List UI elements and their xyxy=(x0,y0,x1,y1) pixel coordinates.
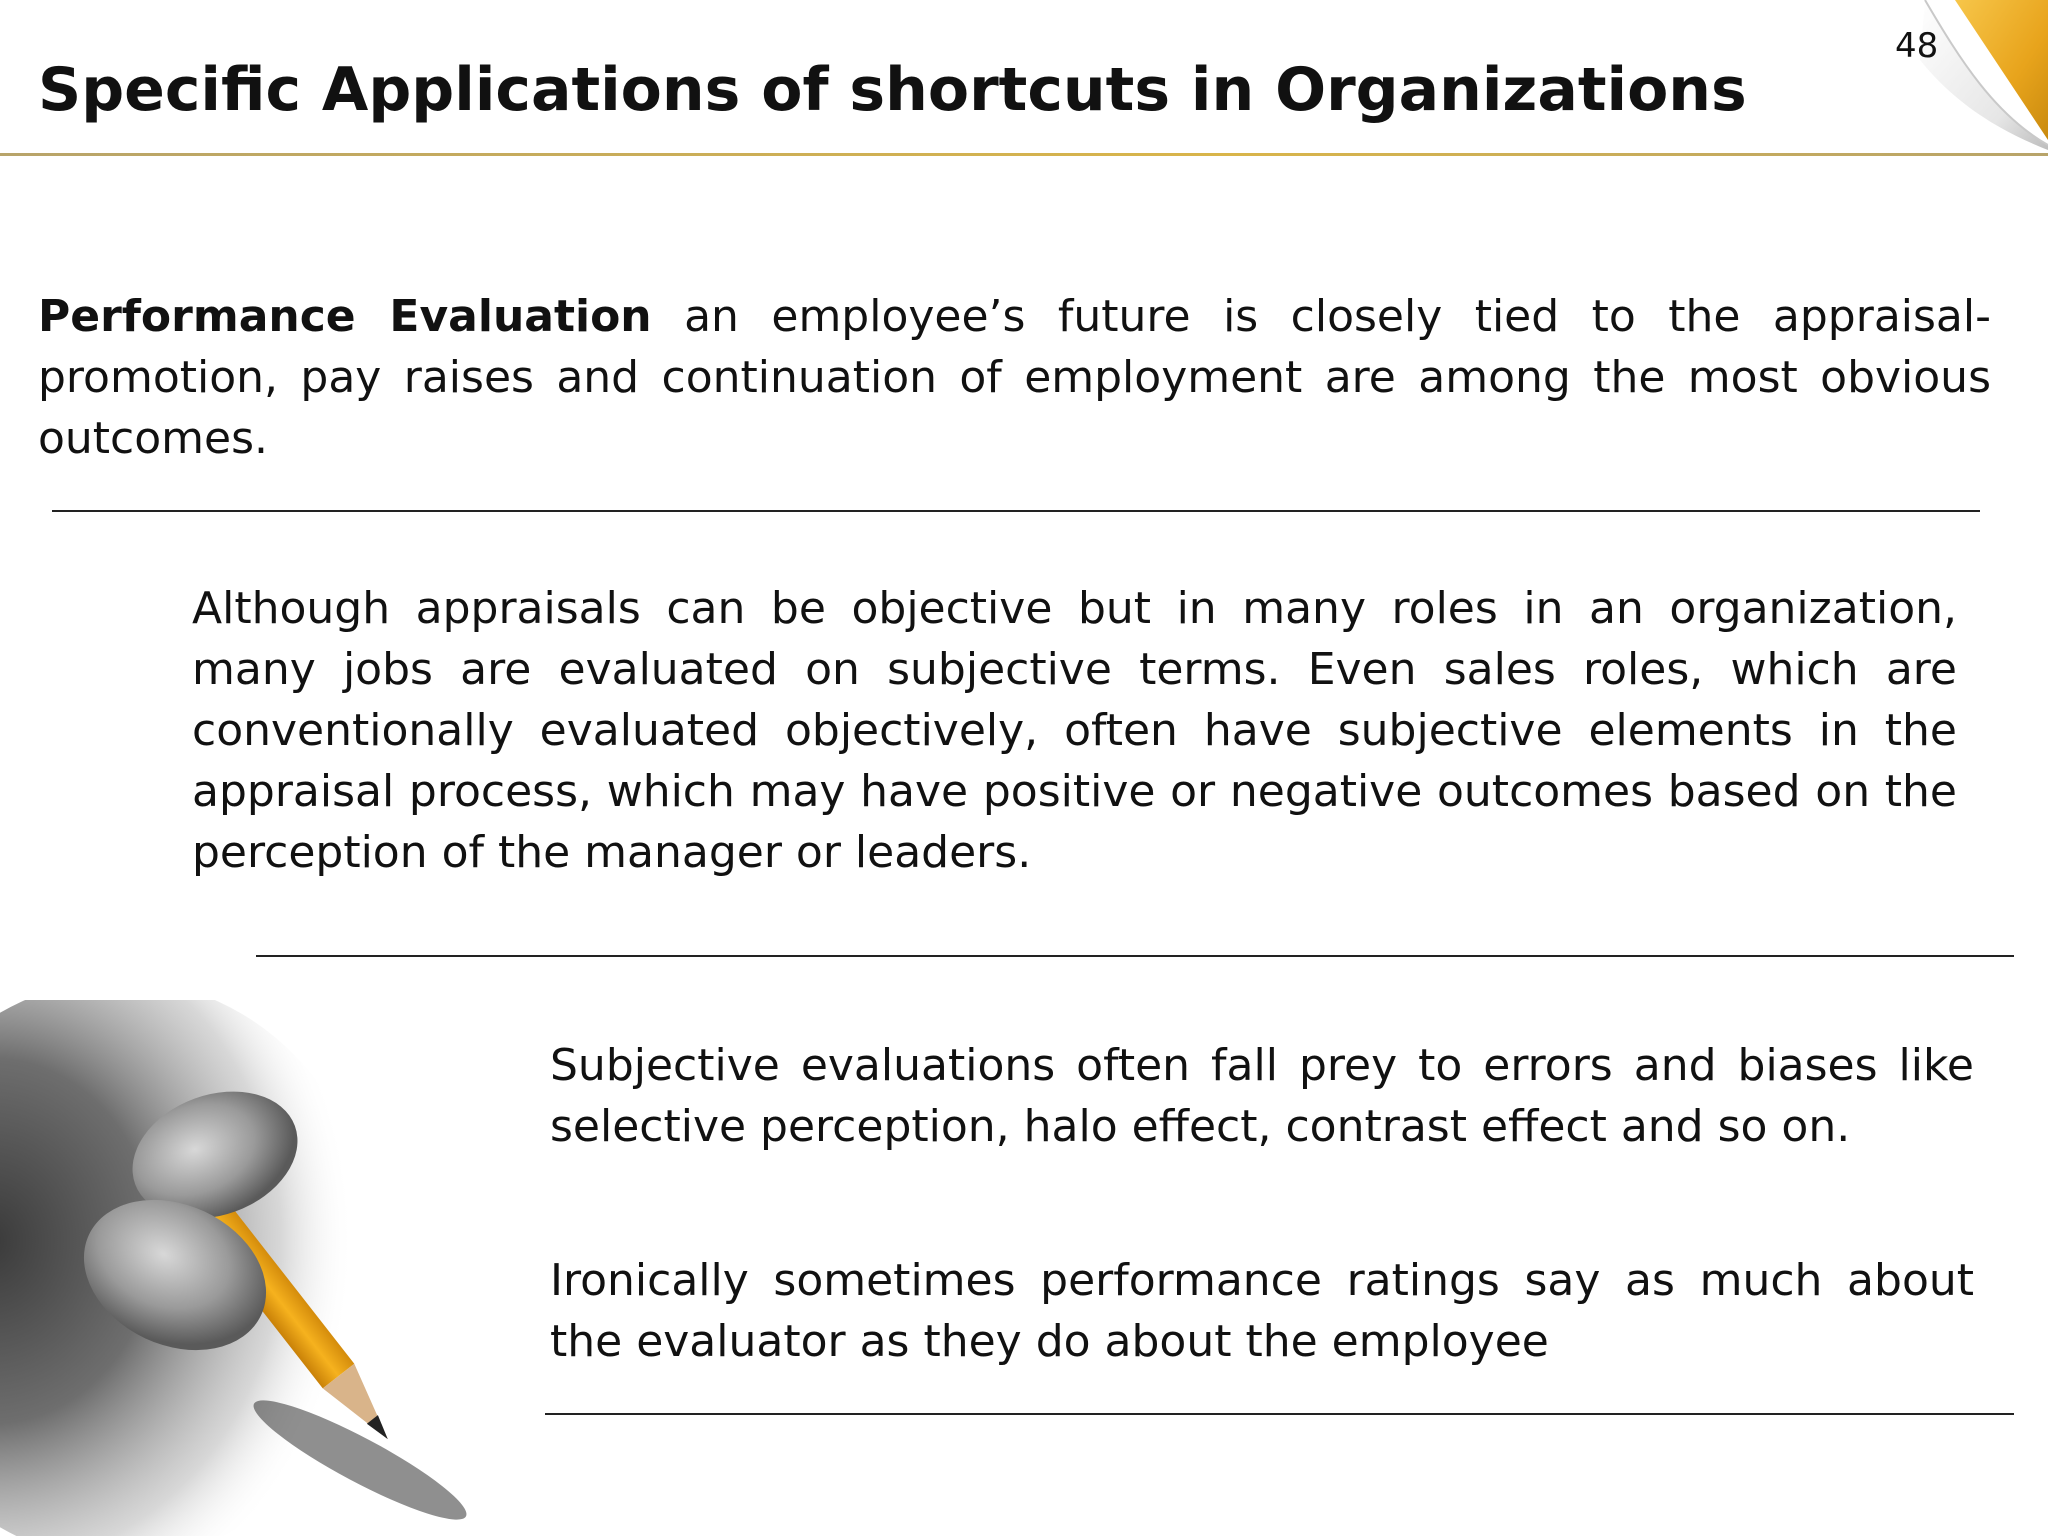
hand-holding-pencil-image xyxy=(0,1000,520,1536)
page-title: Specific Applications of shortcuts in Organizations xyxy=(38,55,1747,125)
divider-line xyxy=(52,510,1980,512)
header-divider xyxy=(0,153,2048,156)
slide-number: 48 xyxy=(1895,26,1939,66)
page-curl-icon xyxy=(1900,0,2048,150)
divider-line xyxy=(545,1413,2014,1415)
performance-evaluation-text: an employee’s future is closely tied to the appraisal- promotion, pay raises and continuation of employment are among the most obvious outcomes. xyxy=(38,291,1991,464)
performance-evaluation-heading: Performance Evaluation xyxy=(38,291,652,342)
performance-evaluation-paragraph xyxy=(38,286,1991,469)
divider-line xyxy=(256,955,2014,957)
irony-paragraph: Ironically sometimes performance ratings say as much about the evaluator as they do about the employee xyxy=(550,1255,1974,1367)
errors-biases-paragraph: Subjective evaluations often fall prey to errors and biases like selective perception, halo effect, contrast effect and so on. xyxy=(550,1040,1974,1152)
subjective-appraisals-paragraph: Although appraisals can be objective but in many roles in an organization, many jobs are evaluated on subjective terms. Even sales roles, which are conventionally evaluated objectively, often have subjective elements in the appraisal process, which may have positive or negative outcomes based on the perception of the manager or leaders. xyxy=(192,583,1957,878)
